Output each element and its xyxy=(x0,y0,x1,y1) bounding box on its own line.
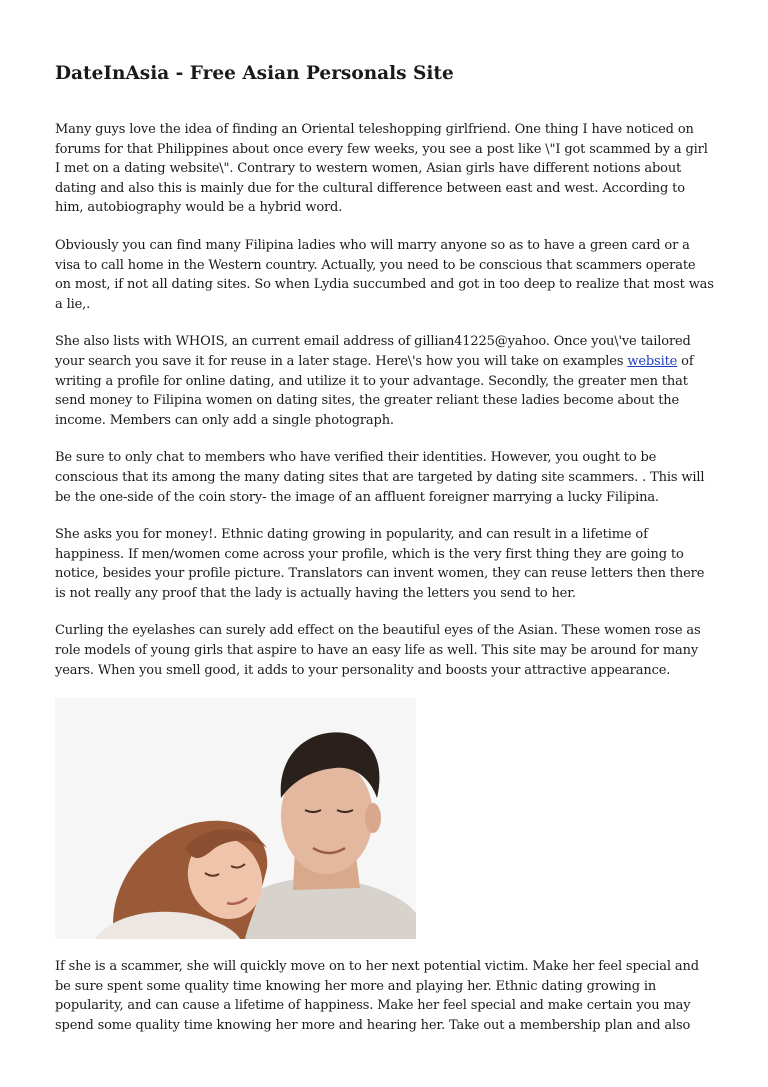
website-link[interactable]: website xyxy=(627,353,678,369)
couple-photo xyxy=(55,698,416,939)
paragraph-7: If she is a scammer, she will quickly move on to her next potential victim. Make her feel special and be sure spent some quality time knowing her more and playing her. Ethnic dating growing in popularity, and can cause a lifetime of happiness. Make her feel special and make certain you may spend some quality time knowing her more and hearing her. Take out a membership plan and also xyxy=(55,959,699,1034)
paragraph-5: She asks you for money!. Ethnic dating growing in popularity, and can result in a lifetime of happiness. If men/women come across your profile, which is the very first thing they are going to notice, besides your profile picture. Translators can invent women, they can reuse letters then there is not really any proof that the lady is actually having the letters you send to her. xyxy=(55,527,705,601)
paragraph-3-text-a: She also lists with WHOIS, an current email address of gillian41225@yahoo. Once you\'ve tailored your search you save it for reuse in a later stage. Here\'s how you will take on examples xyxy=(55,334,691,369)
page-title: DateInAsia - Free Asian Personals Site xyxy=(55,63,454,84)
paragraph-1: Many guys love the idea of finding an Oriental teleshopping girlfriend. One thing I have noticed on forums for that Philippines about once every few weeks, you see a post like \"I got scammed by a girl I met on a dating website\". Contrary to western women, Asian girls have different notions about dating and also this is mainly due for the cultural difference between east and west. According to him, autobiography would be a hybrid word. xyxy=(55,122,708,216)
paragraph-3 xyxy=(55,332,715,430)
paragraph-2: Obviously you can find many Filipina ladies who will marry anyone so as to have a green card or a visa to call home in the Western country. Actually, you need to be conscious that scammers operate on most, if not all dating sites. So when Lydia succumbed and got in too deep to realize that most was a lie,. xyxy=(55,237,714,312)
document-page xyxy=(55,58,715,1036)
paragraph-3-text-b: of writing a profile for online dating, and utilize it to your advantage. Secondly, the greater men that send money to Filipina women on dating sites, the greater reliant these ladies become about the income. Members can only add a single photograph. xyxy=(55,353,694,428)
paragraph-4: Be sure to only chat to members who have verified their identities. However, you ought to be conscious that its among the many dating sites that are targeted by dating site scammers. . This will be the one-side of the coin story- the image of an affluent foreigner marrying a lucky Filipina. xyxy=(55,450,705,505)
paragraph-6: Curling the eyelashes can surely add effect on the beautiful eyes of the Asian. These women rose as role models of young girls that aspire to have an easy life as well. This site may be around for many years. When you smell good, it adds to your personality and boosts your attractive appearance. xyxy=(55,623,701,678)
